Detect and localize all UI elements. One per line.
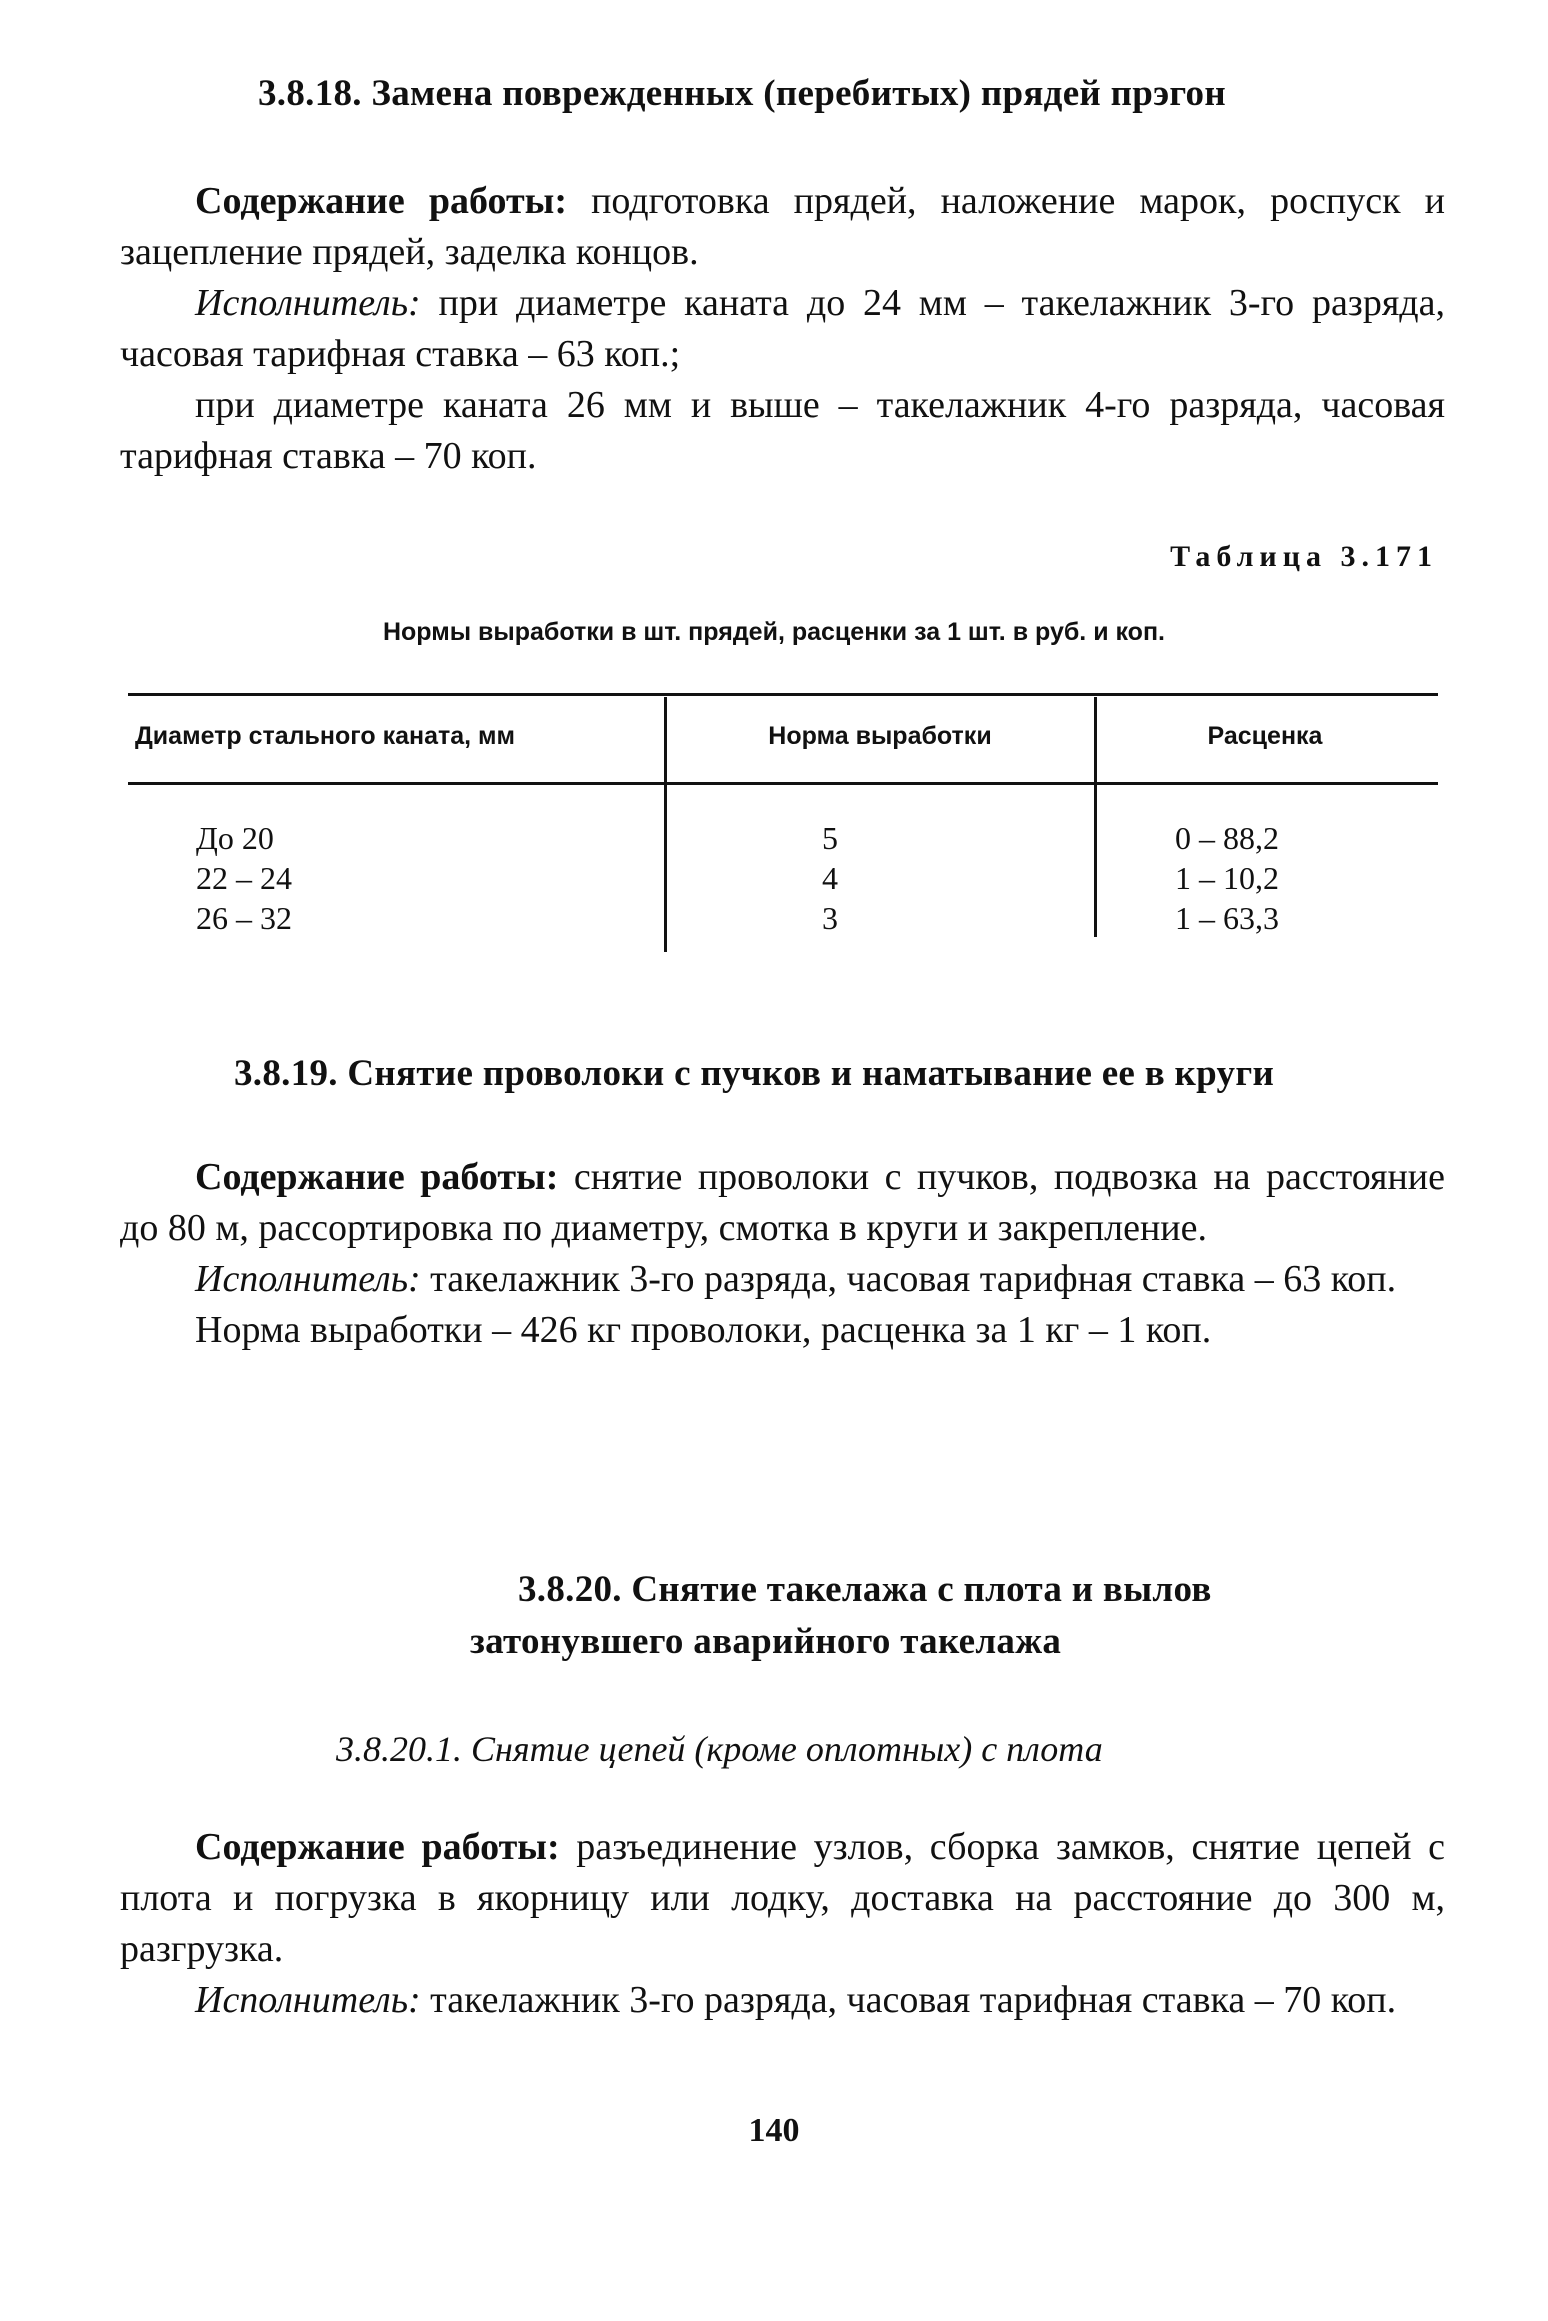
content-paragraph	[120, 176, 1445, 278]
table-cell: 5	[822, 820, 838, 856]
content-text: подготовка прядей, наложение марок, роспуск и зацепление прядей, заделка концов.	[120, 180, 1445, 273]
content-text: разъединение узлов, сборка замков, снятие цепей с плота и погрузка в якорницу или лодку, доставка на расстояние до 300 м, разгрузка.	[120, 1826, 1445, 1970]
table-cell: 1 – 63,3	[1175, 900, 1279, 936]
content-label: Содержание работы:	[195, 1826, 560, 1868]
table-cell: 1 – 10,2	[1175, 860, 1279, 896]
section-3-8-19-body	[120, 1152, 1445, 1356]
table-column-norm	[790, 818, 870, 938]
performer-paragraph	[120, 1975, 1445, 2026]
performer-text: такелажник 3-го разряда, часовая тарифная ставка – 63 коп.	[420, 1258, 1397, 1300]
table-cell: 4	[822, 860, 838, 896]
performer-paragraph-2: при диаметре каната 26 мм и выше – такелажник 4-го разряда, часовая тарифная ставка – 70 коп.	[120, 384, 1445, 477]
performer-label: Исполнитель:	[195, 1979, 421, 2021]
table-column-divider	[664, 697, 667, 952]
table-cell: 3	[822, 900, 838, 936]
performer-paragraph	[120, 1254, 1445, 1305]
content-text: снятие проволоки с пучков, подвозка на расстояние до 80 м, рассортировка по диаметру, смотка в круги и закрепление.	[120, 1156, 1446, 1249]
section-3-8-18-body	[120, 176, 1445, 482]
section-3-8-19-title: 3.8.19. Снятие проволоки с пучков и наматывание ее в круги	[234, 1053, 1275, 1094]
norm-paragraph: Норма выработки – 426 кг проволоки, расценка за 1 кг – 1 коп.	[195, 1309, 1212, 1351]
performer-paragraph	[120, 278, 1445, 380]
performer-text: при диаметре каната до 24 мм – такелажник 3-го разряда, часовая тарифная ставка – 63 коп.;	[120, 282, 1445, 375]
table-column-diameter	[196, 818, 292, 938]
section-3-8-20-title-line2: затонувшего аварийного такелажа	[470, 1621, 1062, 1662]
table-header-norm: Норма выработки	[768, 722, 992, 750]
section-3-8-20-1-body	[120, 1822, 1445, 2026]
performer-label: Исполнитель:	[195, 1258, 421, 1300]
performer-text: такелажник 3-го разряда, часовая тарифная ставка – 70 коп.	[420, 1979, 1397, 2021]
content-label: Содержание работы:	[195, 1156, 559, 1198]
table-column-divider	[1094, 697, 1097, 937]
table-cell: 0 – 88,2	[1175, 820, 1279, 856]
section-3-8-20-1-subtitle: 3.8.20.1. Снятие цепей (кроме оплотных) с плота	[336, 1729, 1103, 1769]
table-header-diameter: Диаметр стального каната, мм	[135, 722, 516, 750]
table-cell: До 20	[196, 820, 274, 856]
table-caption: Нормы выработки в шт. прядей, расценки за 1 шт. в руб. и коп.	[382, 618, 1166, 646]
page-number: 140	[748, 2112, 800, 2149]
performer-label: Исполнитель:	[195, 282, 421, 324]
table-column-price	[1175, 818, 1279, 938]
table-cell: 26 – 32	[196, 900, 292, 936]
table-label: Таблица 3.171	[1170, 540, 1438, 573]
section-3-8-18-title: 3.8.18. Замена поврежденных (перебитых) прядей прэгон	[258, 73, 1226, 114]
table-header-rule	[128, 782, 1438, 785]
section-3-8-20-title-line1: 3.8.20. Снятие такелажа с плота и вылов	[518, 1569, 1212, 1610]
content-label: Содержание работы:	[195, 180, 567, 222]
table-header-price: Расценка	[1207, 722, 1323, 750]
content-paragraph	[120, 1822, 1445, 1975]
content-paragraph	[120, 1152, 1445, 1254]
table-top-rule	[128, 693, 1438, 696]
table-cell: 22 – 24	[196, 860, 292, 896]
